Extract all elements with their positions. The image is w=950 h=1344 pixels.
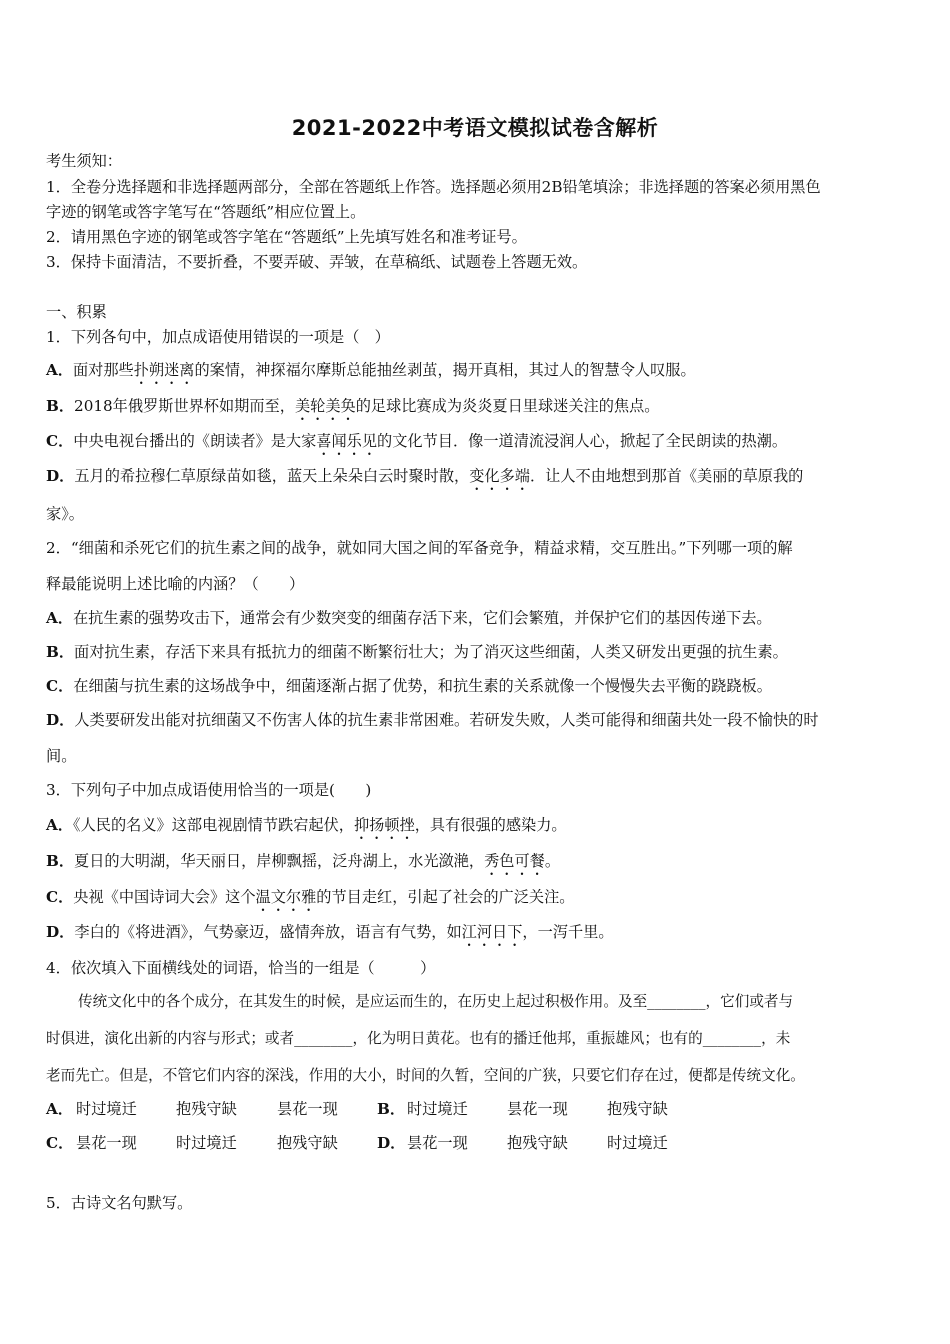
- option-label: B．: [377, 1100, 406, 1118]
- option-word: 时过境迁: [176, 1134, 237, 1152]
- option-label: D．: [46, 923, 75, 941]
- option-label: B．: [46, 397, 75, 415]
- question-2-option-d-cont: 间。: [46, 747, 77, 765]
- question-3-option-d: D．李白的《将进酒》，气势豪迈，盛情奔放，语言有气势，如江河日下，一泻千里。: [46, 923, 614, 941]
- option-label: C．: [46, 888, 74, 906]
- option-word: 昙花一现: [277, 1100, 338, 1118]
- passage-line-2: 时俱进，演化出新的内容与形式；或者________，化为明日黄花。也有的播迁他邦，重振雄风；也有的________，未: [46, 1030, 791, 1047]
- question-1-option-c: C．中央电视台播出的《朗读者》是大家喜闻乐见的文化节目．像一道清流浸润人心，掀起了全民朗读的热潮。: [46, 432, 788, 450]
- dotted-idiom: 美轮美奂: [294, 397, 356, 415]
- notice-item-3: 3．保持卡面清洁，不要折叠，不要弄破、弄皱，在草稿纸、试题卷上答题无效。: [46, 253, 588, 271]
- option-label: A．: [46, 609, 73, 627]
- question-1-option-b: B．2018年俄罗斯世界杯如期而至，美轮美奂的足球比赛成为炎炎夏日里球迷关注的焦点。: [46, 397, 660, 415]
- option-label: D．: [46, 711, 75, 729]
- question-2-option-a: A．在抗生素的强势攻击下，通常会有少数突变的细菌存活下来，它们会繁殖，并保护它们的基因传递下去。: [46, 609, 772, 627]
- question-3-option-b: B．夏日的大明湖，华天丽日，岸柳飘摇，泛舟湖上，水光潋滟，秀色可餐。: [46, 852, 561, 870]
- passage-line-1: 传统文化中的各个成分，在其发生的时候，是应运而生的，在历史上起过积极作用。及至________，它们或者与: [78, 993, 794, 1010]
- option-label: C．: [46, 677, 74, 695]
- option-label: B．: [46, 643, 75, 661]
- option-label: D．: [46, 467, 75, 485]
- question-3-stem: 3．下列句子中加点成语使用恰当的一项是( ): [46, 781, 372, 799]
- notice-item-2: 2．请用黑色字迹的钢笔或答字笔在“答题纸”上先填写姓名和准考证号。: [46, 228, 527, 246]
- option-word: 昙花一现: [507, 1100, 568, 1118]
- question-2-option-d: D．人类要研发出能对抗细菌又不伤害人体的抗生素非常困难。若研发失败，人类可能得和细菌共处一段不愉快的时: [46, 711, 819, 729]
- question-2-option-c: C．在细菌与抗生素的这场战争中，细菌逐渐占据了优势，和抗生素的关系就像一个慢慢失去平衡的跷跷板。: [46, 677, 772, 695]
- notice-item-1-cont: 字迹的钢笔或答字笔写在“答题纸”相应位置上。: [46, 203, 366, 221]
- dotted-idiom: 秀色可餐: [484, 852, 545, 870]
- question-3-option-a: A．《人民的名义》这部电视剧情节跌宕起伏，抑扬顿挫，具有很强的感染力。: [46, 816, 567, 834]
- option-label: C．: [46, 1134, 74, 1152]
- option-label: A．: [46, 361, 73, 379]
- dotted-idiom: 温文尔雅: [255, 888, 317, 906]
- notice-heading: 考生须知：: [46, 152, 122, 170]
- question-5-stem: 5．古诗文名句默写。: [46, 1194, 193, 1212]
- passage-line-3: 老而先亡。但是，不管它们内容的深浅，作用的大小，时间的久暂，空间的广狭，只要它们存在过，便都是传统文化。: [46, 1067, 805, 1084]
- question-2-option-b: B．面对抗生素，存活下来具有抵抗力的细菌不断繁衍壮大；为了消灭这些细菌，人类又研发出更强的抗生素。: [46, 643, 788, 661]
- question-1-option-d-cont: 家》。: [46, 505, 84, 523]
- option-word: 昙花一现: [407, 1134, 468, 1152]
- option-word: 时过境迁: [607, 1134, 668, 1152]
- notice-item-1: 1．全卷分选择题和非选择题两部分，全部在答题纸上作答。选择题必须用2B铅笔填涂；非选择题的答案必须用黑色: [46, 178, 821, 196]
- option-word: 昙花一现: [76, 1134, 137, 1152]
- dotted-idiom: 扑朔迷离: [133, 361, 195, 379]
- option-label: A．: [46, 1100, 73, 1118]
- question-4-stem: 4．依次填入下面横线处的词语，恰当的一组是（ ）: [46, 959, 436, 977]
- option-label: A．: [46, 816, 73, 834]
- page-title: 2021-2022中考语文模拟试卷含解析: [291, 116, 659, 140]
- question-1-option-a: A．面对那些扑朔迷离的案情，神探福尔摩斯总能抽丝剥茧，揭开真相，其过人的智慧令人叹服。: [46, 361, 696, 379]
- option-word: 抱残守缺: [176, 1100, 237, 1118]
- question-2-stem: 2．“细菌和杀死它们的抗生素之间的战争，就如同大国之间的军备竞争，精益求精，交互胜出。”下列哪一项的解: [46, 539, 793, 557]
- option-word: 抱残守缺: [607, 1100, 668, 1118]
- option-label: D．: [377, 1134, 406, 1152]
- dotted-idiom: 变化多端: [469, 467, 530, 485]
- option-label: C．: [46, 432, 74, 450]
- dotted-idiom: 喜闻乐见: [316, 432, 378, 450]
- dotted-idiom: 江河日下: [461, 923, 523, 941]
- section-heading: 一、积累: [46, 303, 107, 321]
- question-1-option-d: D．五月的希拉穆仁草原绿苗如毯，蓝天上朵朵白云时聚时散，变化多端．让人不由地想到那首《美丽的草原我的: [46, 467, 804, 485]
- option-label: B．: [46, 852, 75, 870]
- option-word: 抱残守缺: [277, 1134, 338, 1152]
- option-word: 抱残守缺: [507, 1134, 568, 1152]
- dotted-idiom: 抑扬顿挫: [353, 816, 415, 834]
- question-1-stem: 1．下列各句中，加点成语使用错误的一项是（ ）: [46, 328, 390, 346]
- question-2-stem-cont: 释最能说明上述比喻的内涵？（ ）: [46, 575, 305, 593]
- option-word: 时过境迁: [407, 1100, 468, 1118]
- question-3-option-c: C．央视《中国诗词大会》这个温文尔雅的节目走红，引起了社会的广泛关注。: [46, 888, 575, 906]
- option-word: 时过境迁: [76, 1100, 137, 1118]
